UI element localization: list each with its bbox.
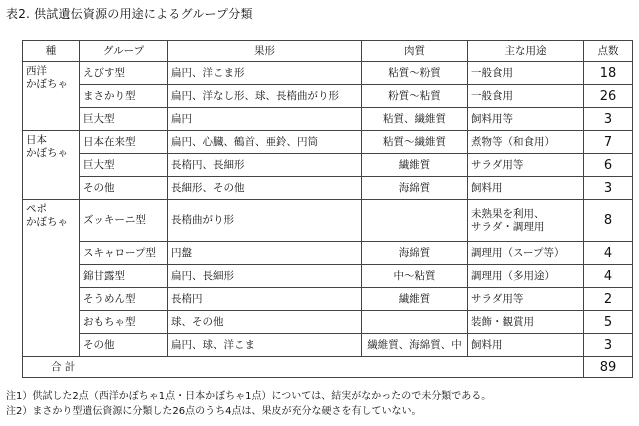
header-species: 種 (23, 41, 80, 62)
table-row (23, 131, 633, 154)
flesh-cell: 粘質～粉質 (362, 62, 468, 85)
count-cell: 3 (584, 334, 633, 357)
header-shape: 果形 (168, 41, 362, 62)
flesh-cell: 粘質～繊維質 (362, 131, 468, 154)
flesh-cell: 繊維質、海綿質、中 (362, 334, 468, 357)
group-cell: スキャロープ型 (80, 242, 168, 265)
group-cell: えびす型 (80, 62, 168, 85)
use-cell: 飼料用 (468, 177, 584, 200)
shape-cell: 長楕円、長細形 (168, 154, 362, 177)
count-cell: 5 (584, 311, 633, 334)
count-cell: 26 (584, 85, 633, 108)
use-cell: 装飾・観賞用 (468, 311, 584, 334)
group-classification-table (22, 40, 633, 378)
header-group: グループ (80, 41, 168, 62)
shape-cell: 長楕曲がり形 (168, 200, 362, 242)
count-cell: 4 (584, 242, 633, 265)
use-cell: サラダ用等 (468, 154, 584, 177)
shape-cell: 長楕円 (168, 288, 362, 311)
group-cell: その他 (80, 177, 168, 200)
use-cell: 一般食用 (468, 85, 584, 108)
table-row (23, 177, 633, 200)
group-cell: そうめん型 (80, 288, 168, 311)
group-cell: ズッキーニ型 (80, 200, 168, 242)
header-count: 点数 (584, 41, 633, 62)
group-cell: 日本在来型 (80, 131, 168, 154)
count-cell: 18 (584, 62, 633, 85)
species-cell: 日本 かぼちゃ (23, 131, 80, 200)
use-cell: 調理用（スープ等） (468, 242, 584, 265)
shape-cell: 長細形、その他 (168, 177, 362, 200)
shape-cell: 扁円、洋こま形 (168, 62, 362, 85)
group-cell: まさかり型 (80, 85, 168, 108)
table-row (23, 85, 633, 108)
flesh-cell: 繊維質 (362, 288, 468, 311)
count-cell: 3 (584, 108, 633, 131)
table-row (23, 200, 633, 242)
use-cell: 調理用（多用途） (468, 265, 584, 288)
use-cell: サラダ用等 (468, 288, 584, 311)
table-row (23, 108, 633, 131)
table-row (23, 288, 633, 311)
count-cell: 7 (584, 131, 633, 154)
shape-cell: 扁円、長細形 (168, 265, 362, 288)
shape-cell: 円盤 (168, 242, 362, 265)
footnotes (6, 389, 491, 419)
count-cell: 3 (584, 177, 633, 200)
use-cell: 煮物等（和食用） (468, 131, 584, 154)
flesh-cell: 粘質、繊維質 (362, 108, 468, 131)
flesh-cell (362, 200, 468, 242)
flesh-cell: 海綿質 (362, 242, 468, 265)
total-count: 89 (584, 357, 633, 378)
group-cell: 巨大型 (80, 154, 168, 177)
header-use: 主な用途 (468, 41, 584, 62)
table-row (23, 154, 633, 177)
count-cell: 8 (584, 200, 633, 242)
use-cell: 飼料用 (468, 334, 584, 357)
footnote-1: 注1）供試した2点（西洋かぼちゃ1点・日本かぼちゃ1点）については、結実がなかったので未分類である。 (6, 391, 492, 402)
table-row (23, 62, 633, 85)
group-cell: その他 (80, 334, 168, 357)
group-cell: 巨大型 (80, 108, 168, 131)
flesh-cell: 中～粘質 (362, 265, 468, 288)
table-row (23, 311, 633, 334)
flesh-cell: 粉質～粘質 (362, 85, 468, 108)
use-cell: 未熟果を利用、 サラダ・調理用 (468, 200, 584, 242)
shape-cell: 球、その他 (168, 311, 362, 334)
shape-cell: 扁円、球、洋こま (168, 334, 362, 357)
species-cell: ペポ かぼちゃ (23, 200, 80, 357)
flesh-cell (362, 311, 468, 334)
table-row (23, 265, 633, 288)
table-caption: 表2. 供試遺伝資源の用途によるグループ分類 (6, 7, 253, 21)
group-cell: 錦甘露型 (80, 265, 168, 288)
flesh-cell: 繊維質 (362, 154, 468, 177)
table-row (23, 242, 633, 265)
header-flesh: 肉質 (362, 41, 468, 62)
total-row (23, 357, 633, 378)
table-header-row (23, 41, 633, 62)
group-cell: おもちゃ型 (80, 311, 168, 334)
shape-cell: 扁円 (168, 108, 362, 131)
use-cell: 一般食用 (468, 62, 584, 85)
count-cell: 6 (584, 154, 633, 177)
species-cell: 西洋 かぼちゃ (23, 62, 80, 131)
shape-cell: 扁円、洋なし形、球、長楕曲がり形 (168, 85, 362, 108)
count-cell: 2 (584, 288, 633, 311)
flesh-cell: 海綿質 (362, 177, 468, 200)
table-row (23, 334, 633, 357)
total-label: 合 計 (23, 357, 584, 378)
use-cell: 飼料用等 (468, 108, 584, 131)
footnote-2: 注2）まさかり型遺伝資源に分類した26点のうち4点は、果皮が充分な硬さを有していない。 (6, 406, 422, 417)
shape-cell: 扁円、心臓、鶴首、亜鈴、円筒 (168, 131, 362, 154)
count-cell: 4 (584, 265, 633, 288)
